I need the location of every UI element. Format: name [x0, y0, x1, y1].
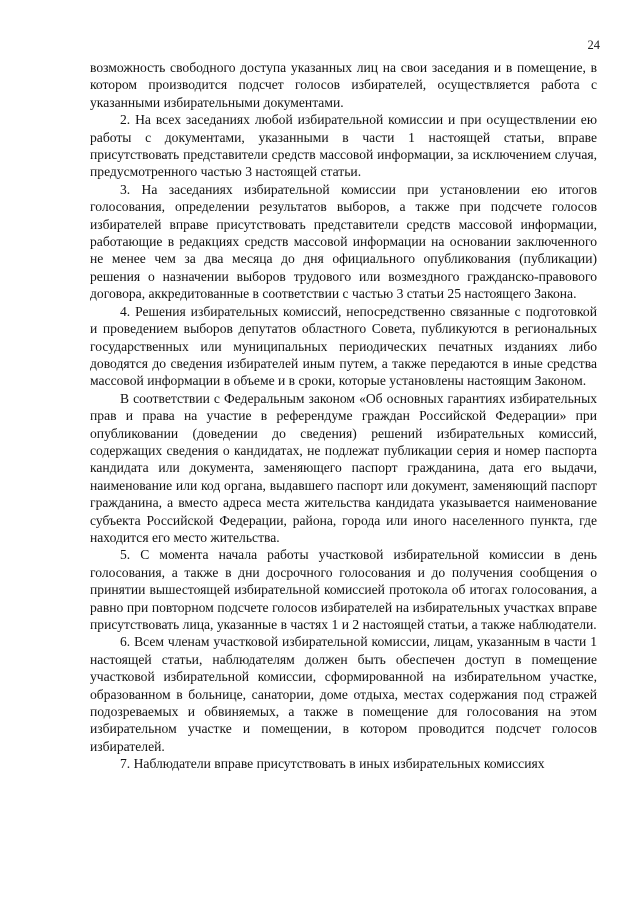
- document-body: [90, 59, 597, 773]
- paragraph-part-3: 3. На заседаниях избирательной комиссии при установлении ею итогов голосования, определении результатов выборов, а также при подсчете голосов избирателей вправе присутствовать представители средств массовой информации, работающие в редакциях средств массовой информации на основании заключенного не менее чем за два месяца до дня официального опубликования (публикации) решения о назначении выборов трудового или возмездного гражданско-правового договора, аккредитованные в соответствии с частью 3 статьи 25 настоящего Закона.: [90, 181, 597, 302]
- paragraph-continuation: возможность свободного доступа указанных лиц на свои заседания и в помещение, в котором производится подсчет голосов избирателей, осуществляется работа с указанными избирательными документами.: [90, 60, 597, 110]
- paragraph-part-7: 7. Наблюдатели вправе присутствовать в иных избирательных комиссиях: [120, 756, 545, 772]
- paragraph-part-4: 4. Решения избирательных комиссий, непосредственно связанные с подготовкой и проведением выборов депутатов областного Совета, публикуются в региональных государственных или муниципальных периодических печатных изданиях либо доводятся до сведения избирателей иным путем, а также передаются в иные средства массовой информации в объеме и в сроки, которые установлены настоящим Законом.: [90, 303, 597, 389]
- paragraph-federal-law: В соответствии с Федеральным законом «Об основных гарантиях избирательных прав и права на участие в референдуме граждан Российской Федерации» при опубликовании (доведении до сведения) решений избирательных комиссий, содержащих сведения о кандидатах, не подлежат публикации серия и номер паспорта кандидата или документа, заменяющего паспорт гражданина, дата его выдачи, наименование или код органа, выдавшего паспорт или документ, заменяющий паспорт гражданина, а вместо адреса места жительства кандидата указывается наименование субъекта Российской Федерации, района, города или иного населенного пункта, где находится его место жительства.: [90, 390, 597, 545]
- page-number: 24: [587, 38, 600, 52]
- paragraph-part-5: 5. С момента начала работы участковой избирательной комиссии в день голосования, а также в дни досрочного голосования и до получения сообщения о принятии вышестоящей избирательной комиссией протокола об итогах голосования, а равно при повторном подсчете голосов избирателей на избирательных участках вправе присутствовать лица, указанные в частях 1 и 2 настоящей статьи, а также наблюдатели.: [90, 547, 597, 632]
- paragraph-part-6: 6. Всем членам участковой избирательной комиссии, лицам, указанным в части 1 настоящей статьи, наблюдателям должен быть обеспечен доступ в помещение участковой избирательной комиссии, сформированной на избирательном участке, образованном в больнице, санатории, доме отдыха, местах содержания под стражей подозреваемых и обвиняемых, а также в помещение для голосования на этом избирательном участке и помещении, в котором проводится подсчет голосов избирателей.: [90, 634, 597, 754]
- paragraph-part-2: 2. На всех заседаниях любой избирательной комиссии и при осуществлении ею работы с документами, указанными в части 1 настоящей статьи, вправе присутствовать представители средств массовой информации, за исключением случая, предусмотренного частью 3 настоящей статьи.: [90, 112, 597, 180]
